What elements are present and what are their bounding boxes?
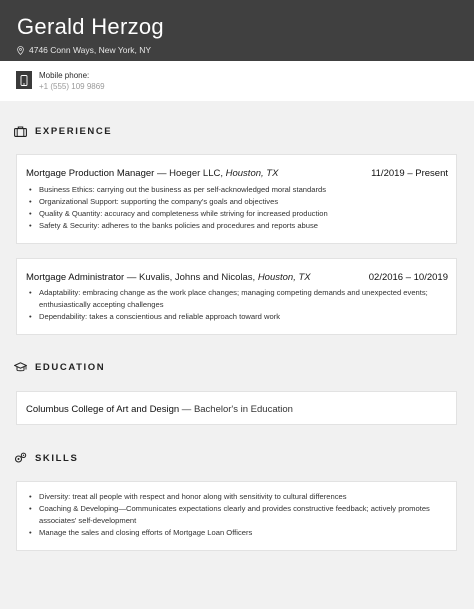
list-item: • Diversity: treat all people with respect and honor along with sensitivity to cultural differences bbox=[29, 491, 434, 503]
job-role: Mortgage Administrator bbox=[26, 272, 125, 283]
job-bullets bbox=[29, 184, 434, 232]
job-company: Kuvalis, Johns and Nicolas, bbox=[139, 272, 256, 283]
resume-header bbox=[0, 0, 474, 61]
experience-title: EXPERIENCE bbox=[35, 126, 113, 137]
skills-title: SKILLS bbox=[35, 452, 79, 464]
degree: Bachelor's in Education bbox=[193, 404, 293, 415]
candidate-name: Gerald Herzog bbox=[17, 14, 164, 39]
skills-card bbox=[16, 481, 457, 551]
experience-heading bbox=[14, 126, 112, 137]
phone-label: Mobile phone: bbox=[39, 71, 90, 80]
education-card bbox=[16, 391, 457, 425]
job-card bbox=[16, 258, 457, 335]
education-title: EDUCATION bbox=[35, 362, 106, 373]
job-location: Houston, TX bbox=[225, 168, 279, 179]
school-name: Columbus College of Art and Design bbox=[26, 404, 180, 415]
list-item: • Quality & Quantity: accuracy and completeness while striving for increased production bbox=[29, 208, 434, 220]
list-item: • Business Ethics: carrying out the business as per self-acknowledged moral standards bbox=[29, 184, 434, 196]
gears-icon bbox=[14, 452, 27, 464]
address-line bbox=[17, 45, 151, 55]
job-dates: 11/2019 – Present bbox=[371, 168, 448, 179]
job-heading: Mortgage Production Manager — Hoeger LLC, Houston, TX bbox=[26, 168, 279, 179]
phone-value[interactable]: +1 (555) 109 9869 bbox=[39, 82, 105, 91]
list-item: • Safety & Security: adheres to the banks policies and procedures and reports abuse bbox=[29, 220, 434, 232]
job-bullets bbox=[29, 287, 434, 323]
skills-heading bbox=[14, 452, 78, 464]
job-location: Houston, TX bbox=[257, 272, 311, 283]
education-heading bbox=[14, 362, 105, 373]
contact-bar bbox=[0, 61, 474, 101]
list-item: • Coaching & Developing—Communicates expectations clearly and provides constructive feedback; actively promotes associates' self-development bbox=[29, 503, 434, 527]
job-dates: 02/2016 – 10/2019 bbox=[368, 272, 448, 283]
job-role: Mortgage Production Manager bbox=[26, 168, 155, 179]
mobile-phone-icon bbox=[16, 71, 32, 89]
job-heading: Mortgage Administrator — Kuvalis, Johns and Nicolas, Houston, TX bbox=[26, 272, 311, 283]
education-entry: Columbus College of Art and Design — Bachelor's in Education bbox=[26, 404, 293, 415]
location-pin-icon bbox=[17, 46, 24, 55]
job-company: Hoeger LLC, bbox=[169, 168, 223, 179]
list-item: • Dependability: takes a conscientious and reliable approach toward work bbox=[29, 311, 434, 323]
briefcase-icon bbox=[14, 126, 27, 137]
graduation-cap-icon bbox=[14, 362, 27, 373]
list-item: • Organizational Support: supporting the company's goals and objectives bbox=[29, 196, 434, 208]
address-text: 4746 Conn Ways, New York, NY bbox=[29, 45, 152, 55]
skills-bullets bbox=[29, 491, 434, 539]
list-item: • Adaptability: embracing change as the work place changes; managing competing demands and unexpected events; enthusiastically accepting challenges bbox=[29, 287, 434, 311]
list-item: • Manage the sales and closing efforts of Mortgage Loan Officers bbox=[29, 527, 434, 539]
job-card bbox=[16, 154, 457, 244]
